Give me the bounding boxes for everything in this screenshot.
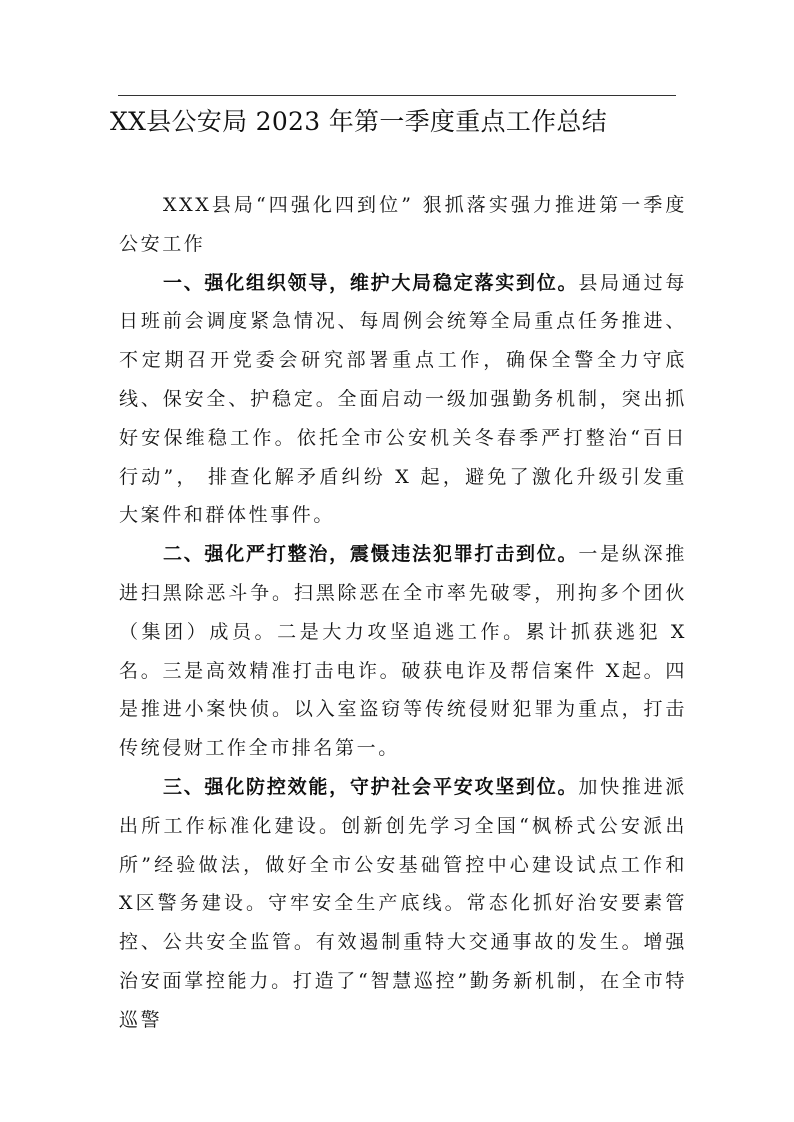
header-rule [118, 95, 676, 96]
document-body [119, 186, 687, 1040]
section-1-heading: 一、强化组织领导，维护大局稳定落实到位。 [163, 271, 579, 294]
section-3-heading: 三、强化防控效能，守护社会平安攻坚到位。 [163, 775, 579, 798]
section-3-text: 加快推进派出所工作标准化建设。创新创先学习全国“枫桥式公安派出所”经验做法，做好全市公安基础管控中心建设试点工作和X区警务建设。守牢安全生产底线。常态化抓好治安要素管控、公共安全监管。有效遏制重特大交通事故的发生。增强治安面掌控能力。打造了“智慧巡控”勤务新机制，在全市特巡警 [119, 775, 687, 1031]
section-3 [119, 768, 687, 1040]
document-title: XX县公安局 2023 年第一季度重点工作总结 [110, 107, 608, 136]
section-1 [119, 264, 687, 536]
section-2 [119, 535, 687, 768]
section-1-text: 县局通过每日班前会调度紧急情况、每周例会统筹全局重点任务推进、不定期召开党委会研究部署重点工作，确保全警全力守底线、保安全、护稳定。全面启动一级加强勤务机制，突出抓好安保维稳工作。依托全市公安机关冬春季严打整治“百日行动”， 排查化解矛盾纠纷 X 起，避免了激化升级引发重大案件和群体性事件。 [119, 271, 687, 527]
document-subtitle: XXX县局“四强化四到位” 狠抓落实强力推进第一季度公安工作 [119, 194, 687, 255]
section-2-text: 一是纵深推进扫黑除恶斗争。扫黑除恶在全市率先破零，刑拘多个团伙（集团）成员。二是大力攻坚追逃工作。累计抓获逃犯 X 名。三是高效精准打击电诈。破获电诈及帮信案件 X起。四是推进小案快侦。以入室盗窃等传统侵财犯罪为重点，打击传统侵财工作全市排名第一。 [119, 543, 687, 760]
section-2-heading: 二、强化严打整治，震慑违法犯罪打击到位。 [163, 543, 579, 566]
